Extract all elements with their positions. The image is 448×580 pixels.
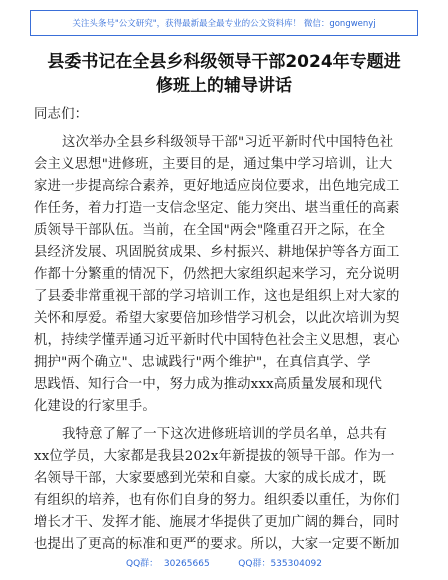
paragraph-line: 我特意了解了一下这次进修班培训的学员名单，总共有 — [62, 427, 387, 442]
paragraph-line: 思践悟、知行合一中，努力成为推动xxx高质量发展和现代 — [34, 377, 383, 392]
paragraph-line: 化建设的行家里手。 — [34, 399, 156, 414]
title-line: 修班上的辅导讲话 — [156, 76, 292, 96]
paragraph-line: 这次举办全县乡科级领导干部"习近平新时代中国特色社 — [62, 135, 394, 150]
paragraph-line: 质领导干部队伍。当前，在全国"两会"隆重召开之际，在全 — [34, 223, 386, 238]
paragraph-1 — [34, 132, 414, 418]
paragraph-line: 机，持续学懂弄通习近平新时代中国特色社会主义思想，衷心 — [34, 333, 400, 348]
salutation: 同志们： — [34, 107, 89, 122]
paragraph-line: 作都十分繁重的情况下，仍然把大家组织起来学习，充分说明 — [34, 267, 400, 282]
document-title — [34, 50, 414, 98]
paragraph-line: 家进一步提高综合素养，更好地适应岗位要求，出色地完成工 — [34, 179, 400, 194]
footer-contact: QQ群： 30265665 QQ群：535304092 — [125, 559, 322, 569]
paragraph-2 — [34, 424, 414, 556]
paragraph-line: 也提出了更高的标准和更严的要求。所以，大家一定要不断加 — [34, 537, 400, 552]
paragraph-line: 会主义思想"进修班，主要目的是，通过集中学习培训，让大 — [34, 157, 393, 172]
paragraph-line: 作任务，着力打造一支信念坚定、能力突出、堪当重任的高素 — [34, 201, 400, 216]
paragraph-line: 增长才干、发挥才能、施展才华提供了更加广阔的舞台，同时 — [34, 515, 400, 530]
title-line: 县委书记在全县乡科级领导干部2024年专题进 — [47, 52, 401, 72]
header-banner: 关注头条号"公文研究"，获得最新最全最专业的公文资料库！ 微信：gongwenyj — [30, 10, 418, 36]
paragraph-line: xx位学员，大家都是我县202x年新提拔的领导干部。作为一 — [34, 449, 395, 464]
paragraph-line: 了县委非常重视干部的学习培训工作，这也是组织上对大家的 — [34, 289, 400, 304]
paragraph-line: 关怀和厚爱。希望大家要倍加珍惜学习机会，以此次培训为契 — [34, 311, 400, 326]
paragraph-line: 县经济发展、巩固脱贫成果、乡村振兴、耕地保护等各方面工 — [34, 245, 400, 260]
paragraph-line: 有组织的培养，也有你们自身的努力。组织委以重任，为你们 — [34, 493, 400, 508]
paragraph-line: 名领导干部，大家要感到光荣和自豪。大家的成长成才，既 — [34, 471, 387, 486]
document-body — [34, 104, 414, 556]
paragraph-line: 拥护"两个确立"、忠诚践行"两个维护"，在真信真学、学 — [34, 355, 371, 370]
